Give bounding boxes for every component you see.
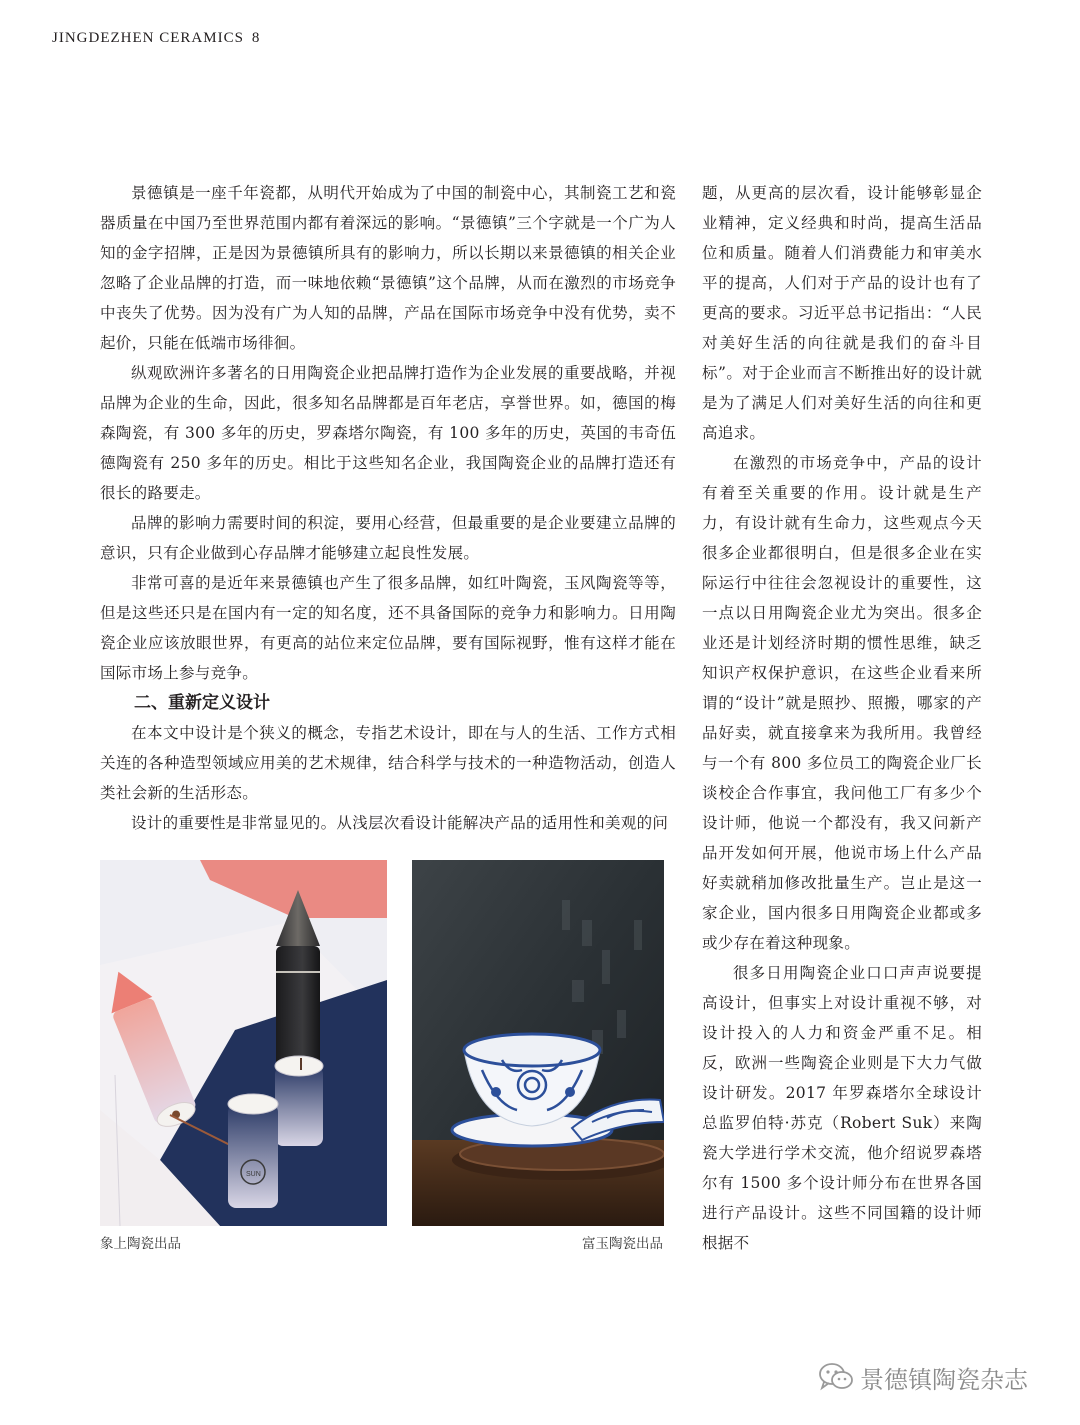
wechat-icon xyxy=(818,1362,854,1392)
ceramic-containers-illustration xyxy=(100,860,387,1226)
right-column xyxy=(702,178,982,1258)
body-paragraph: 在激烈的市场竞争中，产品的设计有着至关重要的作用。设计就是生产力，有设计就有生命力，这些观点今天很多企业都很明白，但是很多企业在实际运行中往往会忽视设计的重要性，这一点以日用陶瓷企业尤为突出。很多企业还是计划经济时期的惯性思维，缺乏知识产权保护意识，在这些企业看来所谓的“设计”就是照抄、照搬，哪家的产品好卖，就直接拿来为我所用。我曾经与一个有 800 多位员工的陶瓷企业厂长谈校企合作事宜，我问他工厂有多少个设计师，他说一个都没有，我又问新产品开发如何开展，他说市场上什么产品好卖就稍加修改批量生产。岂止是这一家企业，国内很多日用陶瓷企业都或多或少存在着这种现象。 xyxy=(702,454,982,952)
body-paragraph: 景德镇是一座千年瓷都，从明代开始成为了中国的制瓷中心，其制瓷工艺和瓷器质量在中国乃至世界范围内都有着深远的影响。“景德镇”三个字就是一个广为人知的金字招牌，正是因为景德镇所具有的影响力，所以长期以来景德镇的相关企业忽略了企业品牌的打造，而一味地依赖“景德镇”这个品牌，从而在激烈的市场竞争中丧失了优势。因为没有广为人知的品牌，产品在国际市场竞争中没有优势，卖不起价，只能在低端市场徘徊。 xyxy=(100,184,676,352)
left-column xyxy=(100,178,676,838)
product-label: SUN xyxy=(246,1171,261,1178)
body-paragraph: 很多日用陶瓷企业口口声声说要提高设计，但事实上对设计重视不够，对设计投入的人力和资金严重不足。相反，欧洲一些陶瓷企业则是下大力气做设计研发。2017 年罗森塔尔全球设计总监罗伯特·苏克（Robert Suk）来陶瓷大学进行学术交流，他介绍说罗森塔尔有 1500 多个设计师分布在世界各国进行产品设计。这些不同国籍的设计师根据不 xyxy=(702,964,982,1252)
body-paragraph: 纵观欧洲许多著名的日用陶瓷企业把品牌打造作为企业发展的重要战略，并视品牌为企业的生命，因此，很多知名品牌都是百年老店，享誉世界。如，德国的梅森陶瓷，有 300 多年的历史，罗森塔尔陶瓷，有 100 多年的历史，英国的韦奇伍德陶瓷有 250 多年的历史。相比于这些知名企业，我国陶瓷企业的品牌打造还有很长的路要走。 xyxy=(100,364,676,502)
body-paragraph: 非常可喜的是近年来景德镇也产生了很多品牌，如红叶陶瓷，玉风陶瓷等等，但是这些还只是在国内有一定的知名度，还不具备国际的竞争力和影响力。日用陶瓷企业应该放眼世界，有更高的站位来定位品牌，要有国际视野，惟有这样才能在国际市场上参与竞争。 xyxy=(100,574,676,682)
wechat-watermark xyxy=(818,1357,1028,1397)
body-paragraph: 设计的重要性是非常显见的。从浅层次看设计能解决产品的适用性和美观的问 xyxy=(131,814,669,832)
journal-title: JINGDEZHEN CERAMICS xyxy=(52,30,244,46)
running-head xyxy=(52,30,260,47)
body-paragraph: 在本文中设计是个狭义的概念，专指艺术设计，即在与人的生活、工作方式相关连的各种造型领域应用美的艺术规律，结合科学与技术的一种造物活动，创造人类社会新的生活形态。 xyxy=(100,724,676,802)
watermark-text: 景德镇陶瓷杂志 xyxy=(860,1365,1028,1394)
section-heading: 二、重新定义设计 xyxy=(134,693,270,713)
gaiwan-teacup-illustration xyxy=(412,860,664,1226)
page-number: 8 xyxy=(251,30,261,46)
product-photo-ceramic-containers xyxy=(100,860,387,1226)
figure-caption-left: 象上陶瓷出品 xyxy=(100,1236,181,1252)
body-paragraph-continued: 题，从更高的层次看，设计能够彰显企业精神，定义经典和时尚，提高生活品位和质量。随着人们消费能力和审美水平的提高，人们对于产品的设计也有了更高的要求。习近平总书记指出：“人民对美好生活的向往就是我们的奋斗目标”。对于企业而言不断推出好的设计就是为了满足人们对美好生活的向往和更高追求。 xyxy=(702,184,982,442)
body-paragraph: 品牌的影响力需要时间的积淀，要用心经营，但最重要的是企业要建立品牌的意识，只有企业做到心存品牌才能够建立起良性发展。 xyxy=(100,514,676,562)
figure-caption-right: 富玉陶瓷出品 xyxy=(582,1236,663,1252)
product-photo-gaiwan-teacup xyxy=(412,860,664,1226)
